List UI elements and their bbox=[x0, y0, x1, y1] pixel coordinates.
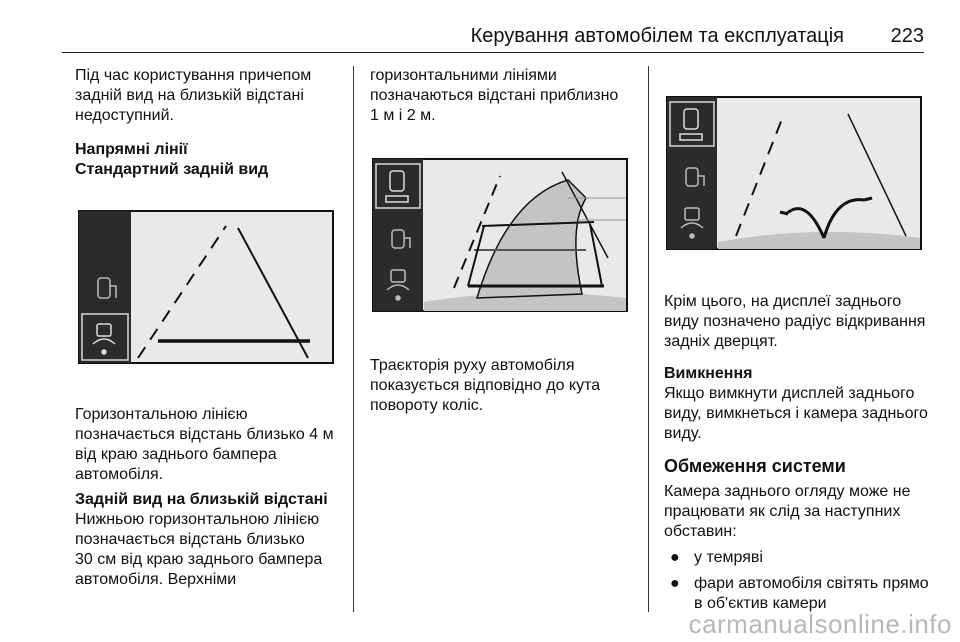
column-divider bbox=[353, 66, 354, 612]
page-header bbox=[62, 22, 924, 53]
paragraph-trailer-note: Під час користування причепом задній вид на близькій відстані недоступний. bbox=[75, 67, 312, 124]
heading-standard-view: Стандартний задній вид bbox=[75, 161, 269, 178]
column-1-lower bbox=[75, 405, 345, 590]
page-number: 223 bbox=[890, 25, 924, 47]
paragraph-distance-lines: горизонтальними лініями позначаються відстані приблизно 1 м і 2 м. bbox=[370, 67, 619, 124]
column-divider bbox=[648, 66, 649, 612]
column-1 bbox=[75, 66, 345, 180]
paragraph-switching-off: Якщо вимкнути дисплей заднього виду, вимкнеться і камера заднього виду. bbox=[664, 385, 928, 442]
heading-switching-off: Вимкнення bbox=[664, 365, 753, 382]
list-item: ● фари автомобіля світять прямо в об'єктив камери bbox=[670, 575, 929, 612]
figure-close-range-view bbox=[372, 158, 628, 312]
paragraph-door-radius: Крім цього, на дисплеї заднього виду позначено радіус відкривання задніх дверцят. bbox=[664, 293, 926, 350]
heading-guidelines: Напрямні лінії bbox=[75, 141, 188, 158]
column-3 bbox=[664, 292, 934, 620]
heading-close-range-view: Задній вид на близькій відстані bbox=[75, 491, 328, 508]
bullet-icon: ● bbox=[670, 549, 680, 566]
column-2 bbox=[370, 66, 640, 126]
paragraph-limitations: Камера заднього огляду може не працювати як слід за наступних обставин: bbox=[664, 483, 911, 540]
figure-standard-rear-view bbox=[78, 210, 334, 364]
page-title: Керування автомобілем та експлуатація bbox=[470, 25, 844, 47]
paragraph-horizontal-line: Горизонтальною лінією позначається відстань близько 4 м від краю заднього бампера автомобіля. bbox=[75, 406, 334, 483]
limitations-list bbox=[664, 548, 934, 614]
figure-door-opening-radius bbox=[666, 96, 922, 250]
paragraph-trajectory: Траєкторія руху автомобіля показується відповідно до кута повороту коліс. bbox=[370, 357, 601, 414]
list-item: ● у темряві bbox=[670, 549, 763, 566]
paragraph-close-range: Нижньою горизонтальною лінією позначається відстань близько 30 см від краю заднього бампера автомобіля. Верхніми bbox=[75, 511, 323, 588]
heading-system-limitations: Обмеження системи bbox=[664, 456, 846, 476]
column-2-lower bbox=[370, 356, 640, 416]
watermark: carmanualsonline.info bbox=[688, 609, 952, 639]
bullet-icon: ● bbox=[670, 575, 680, 592]
